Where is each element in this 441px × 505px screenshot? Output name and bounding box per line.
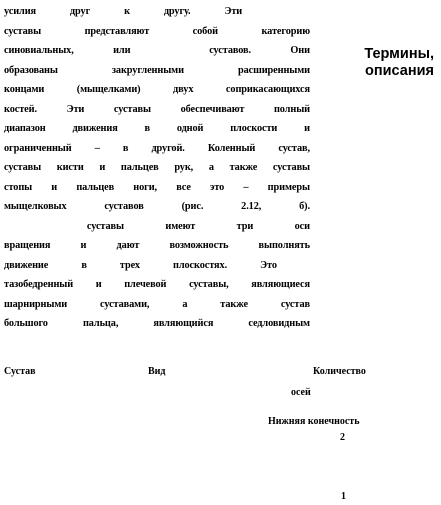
word: возможность <box>169 240 229 251</box>
word: суставы <box>113 103 151 115</box>
text-line <box>4 275 310 295</box>
word: (рис. <box>181 201 204 212</box>
word: шарнирными <box>4 298 68 310</box>
word: кисти <box>56 162 84 173</box>
word: другой. <box>151 142 185 154</box>
word: тазобедренный <box>4 279 74 290</box>
word: суставы, <box>189 279 229 290</box>
word: в <box>144 123 150 134</box>
word: вращения <box>4 240 51 251</box>
word: также <box>229 162 258 173</box>
word: суставы <box>4 25 42 37</box>
word: собой <box>192 25 218 37</box>
word: костей. <box>4 103 37 115</box>
word: представляют <box>84 25 150 37</box>
word: имеют <box>165 220 196 232</box>
word: закругленными <box>111 64 184 76</box>
word: – <box>94 142 100 154</box>
word: дают <box>116 240 140 251</box>
word: или <box>113 45 131 56</box>
word: это <box>210 181 225 193</box>
word: седловидным <box>248 318 310 329</box>
word: и <box>95 279 102 290</box>
table-header-joint: Сустав <box>4 366 36 377</box>
table-subheader: Нижняя конечность <box>268 416 360 427</box>
word: пальцев <box>76 181 115 193</box>
word: Эти <box>224 6 243 17</box>
word: концами <box>4 84 45 95</box>
word: в <box>122 142 129 154</box>
word: Это <box>260 259 277 271</box>
word: усилия <box>4 6 37 17</box>
sidebar-title <box>346 46 434 80</box>
word: в <box>81 259 87 271</box>
table-value: 1 <box>341 491 346 502</box>
word: плоскости <box>230 123 278 134</box>
word: суставы <box>86 220 124 232</box>
word: суставы <box>272 162 310 173</box>
word: примеры <box>267 181 310 193</box>
word: а <box>208 162 214 173</box>
word: суставов <box>104 201 144 212</box>
word: 2.12, <box>241 201 262 212</box>
text-line <box>4 256 310 276</box>
word: Эти <box>66 103 85 115</box>
word: все <box>176 181 191 193</box>
word: друг <box>69 6 91 17</box>
word: пальцев <box>120 162 159 173</box>
table-header-type: Вид <box>148 366 166 377</box>
word: сустав, <box>278 142 310 154</box>
word: и <box>51 181 58 193</box>
sidebar-title-line: Термины, <box>364 46 434 62</box>
word: оси <box>294 220 310 232</box>
text-line <box>4 295 310 315</box>
word: стопы <box>4 181 33 193</box>
word: рук, <box>174 162 194 173</box>
word: расширенными <box>237 64 310 76</box>
word: полный <box>273 103 310 115</box>
word: ограниченный <box>4 142 72 154</box>
word: большого <box>4 318 48 329</box>
table-header-axes-line2: осей <box>291 387 311 398</box>
word: (мыщелками) <box>76 84 141 95</box>
word: движение <box>4 259 49 271</box>
text-line <box>4 139 310 159</box>
word: движения <box>72 123 118 134</box>
word: – <box>243 181 249 193</box>
word: суставами, <box>100 298 150 310</box>
word: Они <box>290 45 310 56</box>
word: выполнять <box>258 240 310 251</box>
sidebar-title-line: описания <box>365 63 434 79</box>
word: трех <box>119 259 140 271</box>
word: суставов. <box>209 45 251 56</box>
text-line <box>4 61 310 81</box>
text-line <box>4 158 310 178</box>
word: и <box>80 240 87 251</box>
body-text <box>4 2 310 334</box>
word: другу. <box>163 6 191 17</box>
word: три <box>236 220 254 232</box>
word: двух <box>173 84 194 95</box>
text-line <box>4 217 310 237</box>
word: б). <box>299 201 310 212</box>
word: суставы <box>4 162 42 173</box>
word: и <box>99 162 106 173</box>
text-line <box>4 236 310 256</box>
word: одной <box>176 123 204 134</box>
word: плечевой <box>124 279 167 290</box>
word: к <box>124 6 130 17</box>
word: категорию <box>261 25 310 37</box>
text-line <box>4 2 310 22</box>
word: сустав <box>280 298 310 310</box>
text-line <box>4 100 310 120</box>
word: соприкасающихся <box>225 84 310 95</box>
word: ноги, <box>133 181 158 193</box>
word: а <box>182 298 188 310</box>
text-line <box>4 41 310 61</box>
text-line <box>4 119 310 139</box>
word: пальца, <box>82 318 119 329</box>
text-line <box>4 178 310 198</box>
text-line <box>4 22 310 42</box>
word: являющиеся <box>251 279 310 290</box>
table-header-axes-line1: Количество <box>313 366 366 377</box>
text-line <box>4 197 310 217</box>
word: диапазон <box>4 123 46 134</box>
word: являющийся <box>153 318 214 329</box>
word: плоскостях. <box>172 259 228 271</box>
word: мыщелковых <box>4 201 67 212</box>
table-value: 2 <box>340 432 345 443</box>
word: также <box>220 298 248 310</box>
word: обеспечивают <box>180 103 245 115</box>
word: и <box>304 123 310 134</box>
text-line <box>4 314 310 334</box>
word: образованы <box>4 64 58 76</box>
word: Коленный <box>207 142 256 154</box>
word: синовиальных, <box>4 45 74 56</box>
text-line <box>4 80 310 100</box>
